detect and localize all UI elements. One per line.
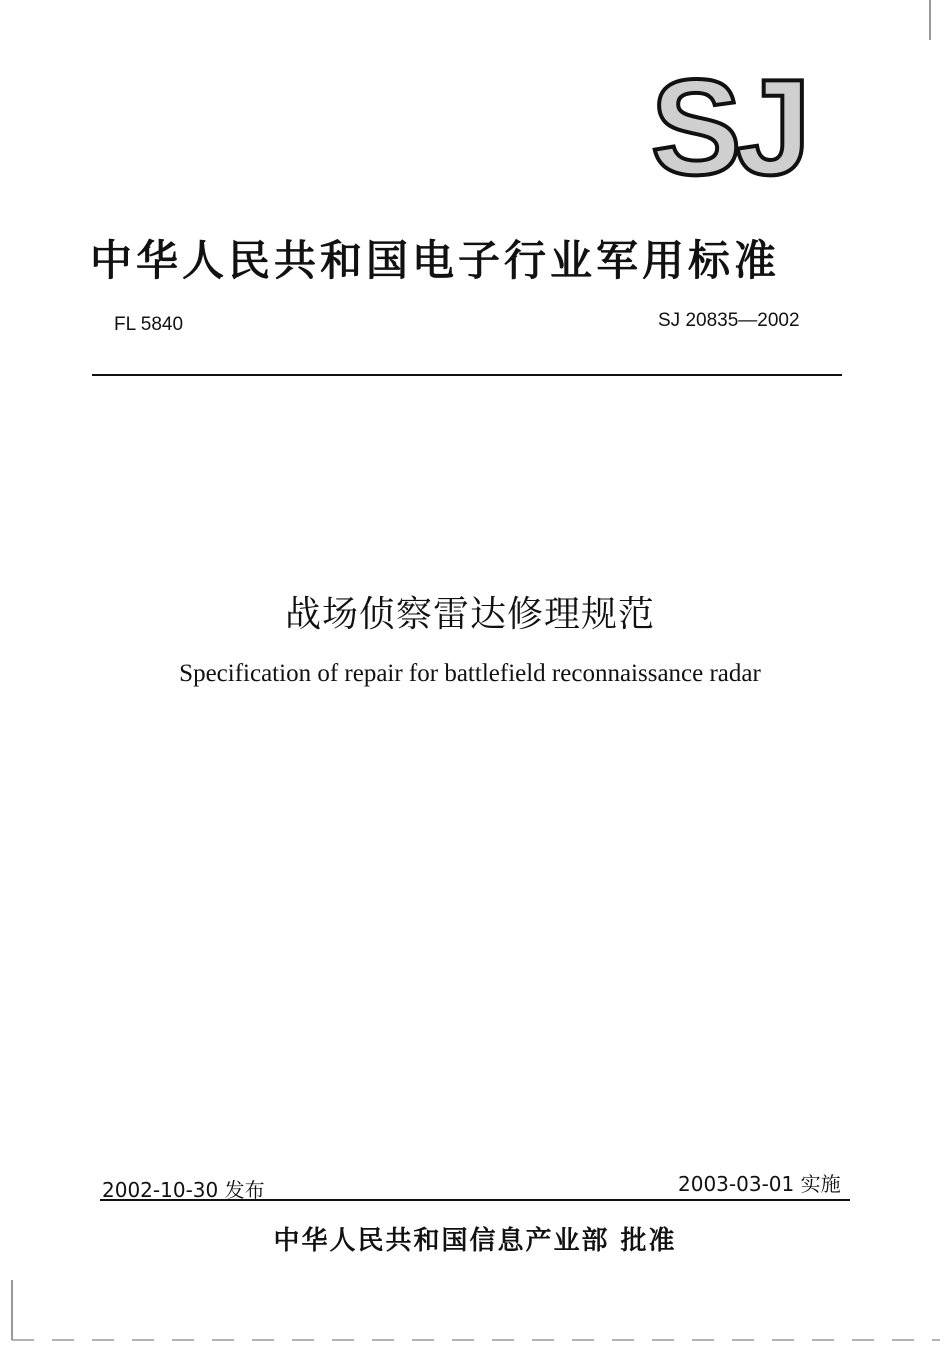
effective-date: 2003-03-01 实施 [678,1172,841,1196]
agency-title: 中华人民共和国电子行业军用标准 [90,236,781,285]
standard-number: SJ 20835—2002 [658,310,800,331]
header-divider [92,374,842,376]
approving-authority: 中华人民共和国信息产业部 批准 [273,1226,677,1256]
document-title-english: Specification of repair for battlefield reconnaissance radar [179,660,761,687]
sj-logo [636,70,820,186]
issue-date: 2002-10-30 发布 [102,1178,265,1202]
svg-text:SJ: SJ [650,70,806,186]
document-title-chinese: 战场侦察雷达修理规范 [284,594,655,635]
footer-divider [100,1199,850,1201]
classification-code: FL 5840 [114,314,184,335]
